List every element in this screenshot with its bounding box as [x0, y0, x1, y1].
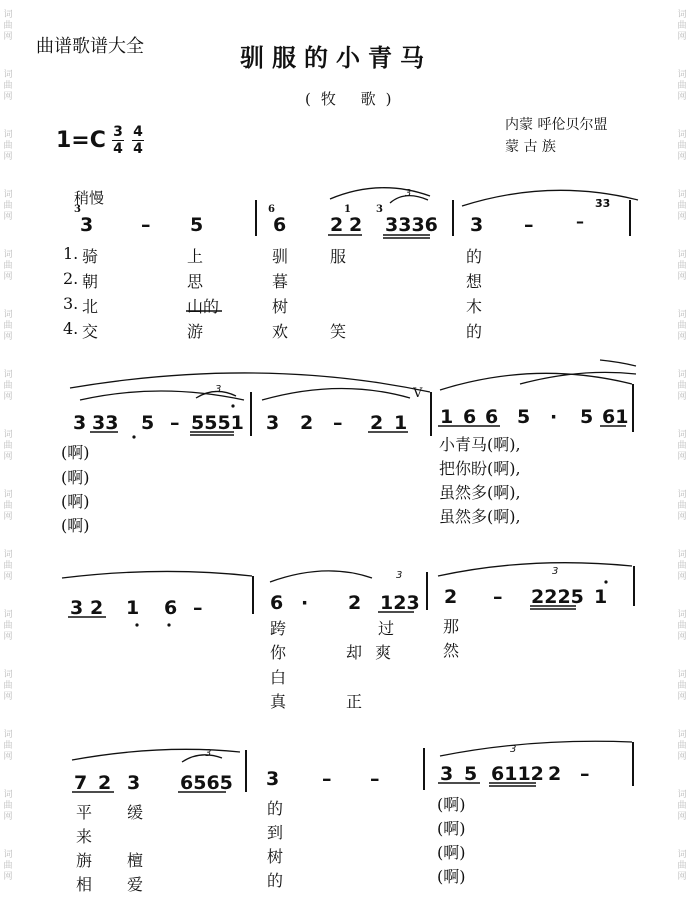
lyric: 交: [82, 322, 99, 341]
note-group: 5551: [191, 412, 244, 434]
note: 3: [470, 214, 484, 236]
slur: [72, 749, 240, 760]
credit-region: 内蒙 呼伦贝尔盟: [505, 117, 608, 133]
watermark-mark: 词 曲 网: [3, 670, 13, 702]
lyric: 虽然多(啊),: [439, 483, 521, 502]
lyric: 北: [82, 297, 99, 316]
lyric: 的: [267, 871, 284, 890]
tempo-marking: 稍慢: [74, 189, 105, 207]
note: –: [580, 763, 590, 785]
lyric: 骑: [82, 247, 99, 266]
note: –: [493, 586, 503, 608]
note: 1: [440, 406, 454, 428]
note: 2: [548, 763, 562, 785]
note: 1: [594, 586, 608, 608]
verse-number: 3.: [63, 294, 79, 313]
note: 5: [580, 406, 594, 428]
note: 3: [127, 772, 141, 794]
watermark-mark: 词 曲 网: [677, 370, 687, 402]
watermark-mark: 词 曲 网: [3, 490, 13, 522]
time-signature-4-4: 4 4: [133, 124, 143, 157]
note: –: [576, 212, 584, 231]
lyric: 把你盼(啊),: [439, 459, 521, 478]
note: 2: [300, 412, 314, 434]
note: 3: [266, 412, 280, 434]
watermark-mark: 词 曲 网: [677, 670, 687, 702]
note-group: 6112: [491, 763, 544, 785]
watermark-mark: 词 曲 网: [677, 310, 687, 342]
watermark-mark: 词 曲 网: [677, 490, 687, 522]
note: 1: [126, 597, 140, 619]
lyric: (啊): [437, 867, 466, 886]
lyric: 欢: [272, 322, 289, 341]
watermark-mark: 词 曲 网: [3, 550, 13, 582]
lyric: (啊): [61, 516, 90, 535]
note: –: [141, 214, 151, 236]
note-group: 3336: [385, 214, 438, 236]
lyric: 树: [272, 297, 289, 316]
watermark-mark: 词 曲 网: [3, 310, 13, 342]
watermark-mark: 词 曲 网: [3, 430, 13, 462]
watermark-mark: 词 曲 网: [677, 790, 687, 822]
note: 2: [90, 597, 104, 619]
note: 2: [370, 412, 384, 434]
verse-number: 4.: [63, 319, 79, 338]
note: 6: [270, 592, 284, 614]
lyric: 朝: [82, 272, 99, 291]
lyric: 驯: [272, 247, 289, 266]
slur: [270, 571, 372, 582]
slur: [600, 360, 636, 366]
site-name: 曲谱歌谱大全: [36, 36, 144, 57]
key-signature: 1=C: [56, 128, 106, 153]
note: 3: [266, 768, 280, 790]
watermark-mark: 词 曲 网: [3, 850, 13, 882]
note: 6: [273, 214, 287, 236]
note: 2: [98, 772, 112, 794]
slur: [438, 563, 632, 576]
svg-text:3: 3: [552, 566, 559, 577]
svg-text:3: 3: [396, 570, 403, 581]
note: 5: [464, 763, 478, 785]
lyric: 爱: [127, 875, 144, 894]
lyric: 白: [270, 668, 287, 687]
grace-note: 1: [344, 204, 351, 215]
note: 2: [330, 214, 344, 236]
lyric: 到: [267, 823, 284, 842]
note-group: 2225: [531, 586, 584, 608]
note: 2: [348, 592, 362, 614]
slur: [462, 190, 638, 206]
lyric: 你: [270, 643, 287, 662]
watermark-mark: 词 曲 网: [677, 190, 687, 222]
watermark-mark: 词 曲 网: [3, 790, 13, 822]
lyric: (啊): [437, 795, 466, 814]
note: 6: [485, 406, 499, 428]
slur: [182, 755, 222, 762]
lyric: 来: [76, 827, 93, 846]
watermark-mark: 词 曲 网: [3, 730, 13, 762]
note: ·: [550, 406, 558, 428]
verse-number: 2.: [63, 269, 79, 288]
lyric: 真: [270, 692, 287, 711]
grace-notes: 3̇3̇: [595, 197, 611, 210]
note-group: 61: [602, 406, 629, 428]
lyric: 那: [443, 617, 460, 636]
slur: [62, 571, 252, 578]
lyric: 木: [466, 297, 483, 316]
lyric: 缓: [127, 803, 144, 822]
watermark-mark: 词 曲 网: [677, 430, 687, 462]
lyric: (啊): [61, 443, 90, 462]
watermark-mark: 词 曲 网: [677, 130, 687, 162]
grace-note: 3: [74, 204, 81, 215]
watermark-mark: 词 曲 网: [677, 10, 687, 42]
svg-text:3: 3: [205, 748, 212, 759]
lyric: 游: [187, 322, 204, 341]
slur: [262, 388, 410, 400]
note: 2: [349, 214, 363, 236]
note-group: 33: [92, 412, 119, 434]
note-group: 6565: [180, 772, 233, 794]
note: –: [333, 412, 343, 434]
svg-text:3: 3: [510, 744, 517, 755]
watermark-mark: 词 曲 网: [3, 610, 13, 642]
lyric: 过: [378, 619, 395, 638]
note: 1: [394, 412, 408, 434]
lyric: 树: [267, 847, 284, 866]
note: 5: [141, 412, 155, 434]
credit-ethnicity: 蒙 古 族: [505, 139, 556, 155]
grace-note: 3: [376, 204, 383, 215]
note: –: [170, 412, 180, 434]
note: 6: [463, 406, 477, 428]
lyric: (啊): [437, 843, 466, 862]
lyric: (啊): [61, 468, 90, 487]
lyric: (啊): [61, 492, 90, 511]
lyric: 跨: [270, 619, 287, 638]
lyric: 暮: [272, 272, 289, 291]
grace-note: 6: [268, 204, 275, 215]
lyric: 上: [187, 247, 204, 266]
lyric: 平: [76, 803, 93, 822]
slur: [330, 188, 430, 199]
lyric: 的: [267, 799, 284, 818]
lyric: 檀: [127, 851, 144, 870]
lyric: 正: [346, 692, 363, 711]
watermark-mark: 词 曲 网: [3, 70, 13, 102]
verse-number: 1.: [63, 244, 79, 263]
slur: [520, 372, 636, 384]
slur: [70, 373, 430, 392]
song-title: 驯服的小青马: [240, 44, 432, 72]
note: 7: [74, 772, 88, 794]
watermark-mark: 词 曲 网: [3, 10, 13, 42]
watermark-mark: 词 曲 网: [3, 370, 13, 402]
note: 3: [80, 214, 94, 236]
watermark-mark: 词 曲 网: [677, 250, 687, 282]
svg-text:3: 3: [215, 384, 222, 395]
note: –: [370, 768, 380, 790]
note-group: 123: [380, 592, 420, 614]
lyric: 的: [466, 247, 483, 266]
note: 3: [70, 597, 84, 619]
watermark-mark: 词 曲 网: [677, 730, 687, 762]
lyric: 的: [466, 322, 483, 341]
note: 2: [444, 586, 458, 608]
genre-label: (牧 歌): [305, 90, 402, 108]
lyric: 却 爽: [346, 643, 396, 662]
watermark-mark: 词 曲 网: [677, 610, 687, 642]
time-signature-3-4: 3 4: [113, 124, 123, 157]
note: 3: [440, 763, 454, 785]
note: 6: [164, 597, 178, 619]
watermark-mark: 词 曲 网: [677, 550, 687, 582]
watermark-mark: 词 曲 网: [677, 850, 687, 882]
breath-mark: V: [413, 386, 423, 401]
lyric: 小青马(啊),: [439, 435, 521, 454]
note: 3: [73, 412, 87, 434]
slur: [440, 373, 632, 390]
watermark-mark: 词 曲 网: [677, 70, 687, 102]
lyric: 山的: [187, 297, 220, 316]
slur: [440, 741, 632, 756]
note: –: [524, 214, 534, 236]
lyric: 服: [330, 247, 347, 266]
note: ·: [301, 592, 309, 614]
note: –: [193, 597, 203, 619]
lyric: (啊): [437, 819, 466, 838]
lyric: 想: [466, 272, 483, 291]
note: 5: [517, 406, 531, 428]
note: –: [322, 768, 332, 790]
lyric: 旃: [76, 851, 93, 870]
lyric: 笑: [330, 322, 347, 341]
note: 5: [190, 214, 204, 236]
lyric: 相: [76, 875, 93, 894]
lyric: 然: [443, 641, 460, 660]
watermark-mark: 词 曲 网: [3, 190, 13, 222]
lyric: 思: [187, 272, 204, 291]
watermark-mark: 词 曲 网: [3, 130, 13, 162]
lyric: 虽然多(啊),: [439, 507, 521, 526]
svg-text:3: 3: [405, 188, 412, 199]
watermark-mark: 词 曲 网: [3, 250, 13, 282]
